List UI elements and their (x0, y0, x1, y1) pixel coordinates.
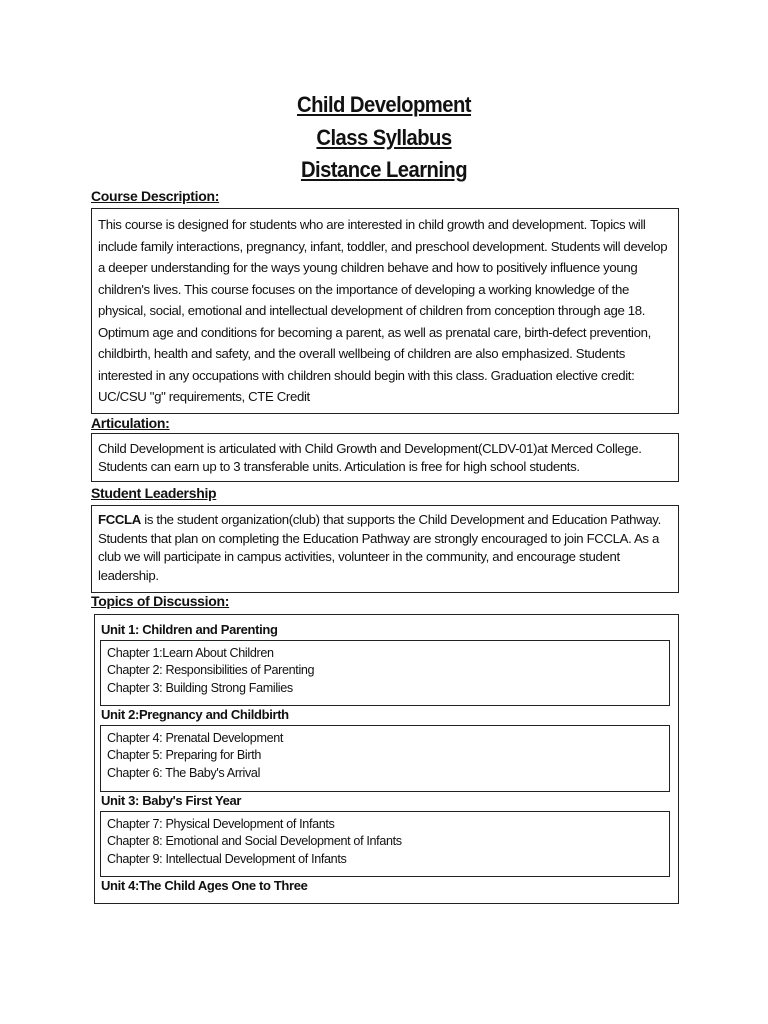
title-line-2: Class Syllabus (316, 125, 452, 150)
chapter-item: Chapter 3: Building Strong Families (107, 680, 293, 695)
chapter-item: Chapter 1:Learn About Children (107, 646, 274, 660)
chapter-item: Chapter 4: Prenatal Development (107, 731, 284, 745)
student-leadership-box (91, 505, 679, 593)
articulation-text: Child Development is articulated with Child Growth and Development(CLDV-01)at Merced College. Students can earn up to 3 transferable units. Articulation is free for high school students. (98, 441, 642, 474)
chapter-item: Chapter 9: Intellectual Development of Infants (107, 851, 347, 866)
title-line-3: Distance Learning (300, 157, 468, 182)
unit-3-title: Unit 3: Baby's First Year (101, 793, 242, 808)
unit-1-chapters (100, 640, 670, 706)
title-line-1: Child Development (297, 92, 471, 117)
course-description-text: This course is designed for students who are interested in child growth and development. Topics will include family interactions, pregnancy, infant, toddler, and preschool development. Students will develop a deeper understanding for the ways young children behave and how to positively influence young children's lives. This course focuses on the importance of developing a working knowledge of the physical, social, emotional and intellectual development of children from conception through age 18. Optimum age and conditions for becoming a parent, as well as prenatal care, birth-defect prevention, childbirth, health and safety, and the overall wellbeing of children are also emphasized. Students interested in any occupations with children should begin with this class. Graduation elective credit: UC/CSU "g" requirements, CTE Credit (98, 217, 668, 404)
unit-4-title: Unit 4:The Child Ages One to Three (101, 878, 308, 893)
chapter-item: Chapter 6: The Baby's Arrival (107, 765, 261, 780)
chapter-item: Chapter 8: Emotional and Social Development of Infants (107, 834, 402, 849)
student-leadership-text: is the student organization(club) that supports the Child Development and Education Pathway. Students that plan on completing the Education Pathway are strongly encouraged to join FCCLA. As a club we will participate in campus activities, volunteer in the community, and encourage student leadership. (98, 512, 661, 583)
course-description-heading: Course Description: (91, 188, 220, 204)
chapter-item: Chapter 2: Responsibilities of Parenting (107, 663, 315, 678)
student-leadership-heading: Student Leadership (91, 485, 217, 501)
course-description-box (91, 208, 679, 414)
articulation-box (91, 433, 679, 482)
unit-2-chapters (100, 725, 670, 792)
chapter-item: Chapter 7: Physical Development of Infants (107, 817, 335, 831)
unit-3-chapters (100, 811, 670, 877)
fccla-label: FCCLA (98, 512, 141, 527)
chapter-item: Chapter 5: Preparing for Birth (107, 748, 261, 763)
unit-1-title: Unit 1: Children and Parenting (101, 622, 278, 637)
articulation-heading: Articulation: (91, 415, 170, 431)
topics-heading: Topics of Discussion: (91, 593, 230, 609)
unit-2-title: Unit 2:Pregnancy and Childbirth (101, 707, 289, 722)
